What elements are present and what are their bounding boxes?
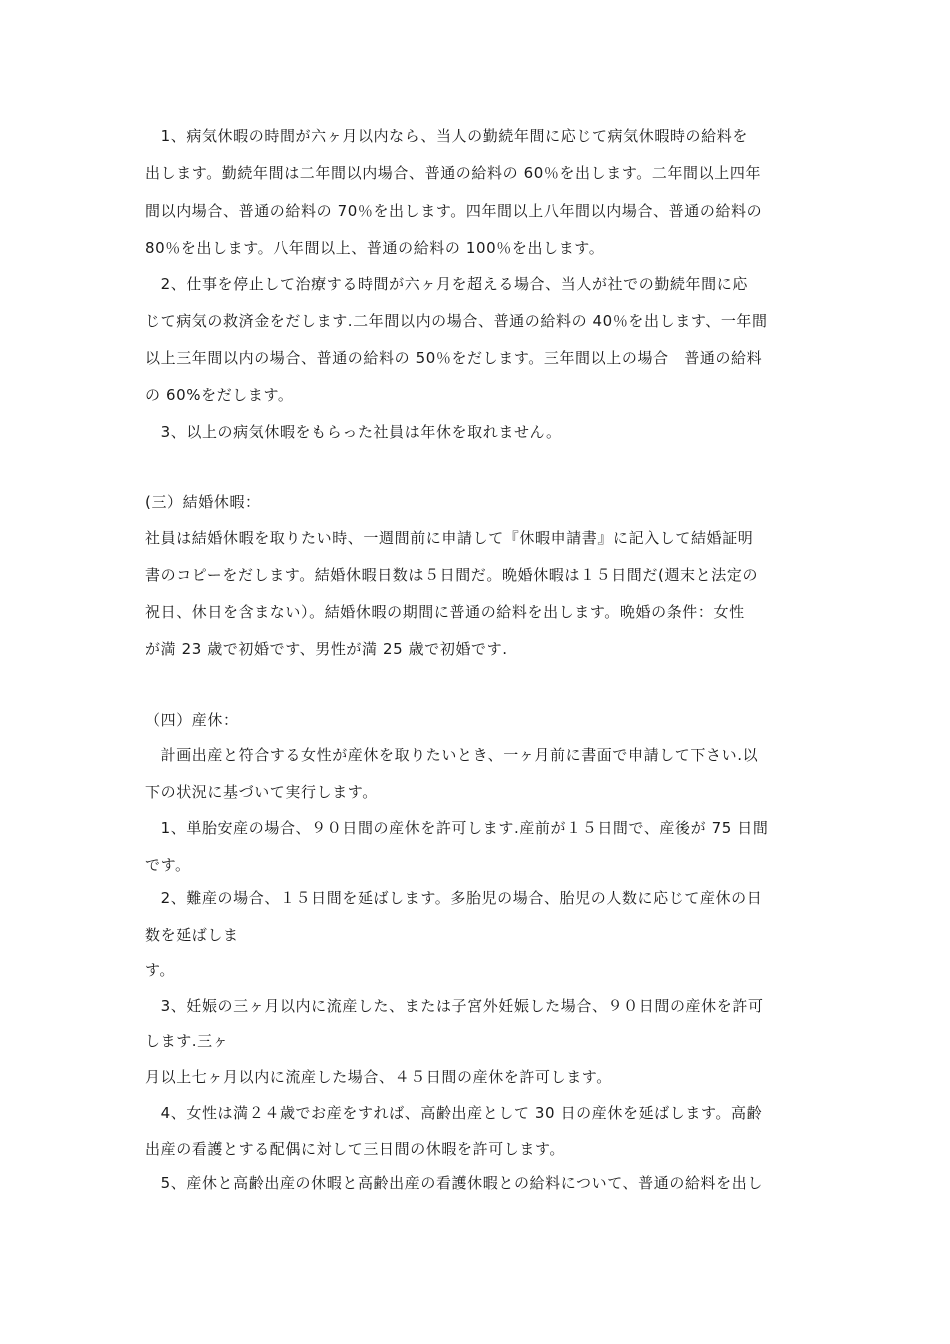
text-line: です。 (145, 856, 191, 874)
text-line: 計画出産と符合する女性が産休を取りたいとき、一ヶ月前に書面で申請して下さい.以 (145, 746, 759, 764)
text-line: が満 23 歳で初婚です、男性が満 25 歳で初婚です. (145, 640, 508, 658)
text-line: じて病気の救済金をだします.二年間以内の場合、普通の給料の 40％を出します、一年間 (145, 312, 768, 330)
text-line: します.三ヶ (145, 1032, 229, 1050)
text-line: 2、仕事を停止して治療する時間が六ヶ月を超える場合、当人が社での勤続年間に応 (145, 275, 748, 293)
text-line: 社員は結婚休暇を取りたい時、一週間前に申請して『休暇申請書』に記入して結婚証明 (145, 529, 754, 547)
text-line: 80％を出します。八年間以上、普通の給料の 100％を出します。 (145, 239, 605, 257)
text-line: の 60%をだします。 (145, 386, 294, 404)
text-line: 月以上七ヶ月以内に流産した場合、４５日間の産休を許可します。 (145, 1068, 612, 1086)
text-line: 1、病気休暇の時間が六ヶ月以内なら、当人の勤続年間に応じて病気休暇時の給料を (145, 127, 748, 145)
section-heading: (三）結婚休暇： (145, 493, 261, 511)
text-line: 下の状況に基づいて実行します。 (145, 783, 378, 801)
text-line: 1、単胎安産の場合、９０日間の産休を許可します.産前が１５日間で、産後が 75 日間 (145, 819, 769, 837)
text-line: 5、産休と高齢出産の休暇と高齢出産の看護休暇との給料について、普通の給料を出し (145, 1174, 763, 1192)
text-line: 以上三年間以内の場合、普通の給料の 50％をだします。三年間以上の場合 普通の給料 (145, 349, 763, 367)
text-line: 数を延ばしま (145, 926, 239, 944)
text-line: 3、妊娠の三ヶ月以内に流産した、または子宮外妊娠した場合、９０日間の産休を許可 (145, 997, 764, 1015)
text-line: 4、女性は満２４歳でお産をすれば、高齢出産として 30 日の産休を延ばします。高齢 (145, 1104, 763, 1122)
section-heading: （四）産休： (145, 711, 239, 729)
text-line: 2、難産の場合、１５日間を延ばします。多胎児の場合、胎児の人数に応じて産休の日 (145, 889, 763, 907)
text-line: 3、以上の病気休暇をもらった社員は年休を取れません。 (145, 423, 562, 441)
text-line: 間以内場合、普通の給料の 70％を出します。四年間以上八年間以内場合、普通の給料の (145, 202, 763, 220)
text-line: 祝日、休日を含まない）。結婚休暇の期間に普通の給料を出します。晩婚の条件：女性 (145, 603, 745, 621)
text-line: 書のコピーをだします。結婚休暇日数は５日間だ。晩婚休暇は１５日間だ(週末と法定の (145, 566, 759, 584)
text-line: す。 (145, 961, 176, 979)
text-line: 出します。勤続年間は二年間以内場合、普通の給料の 60％を出します。二年間以上四年 (145, 164, 762, 182)
text-line: 出産の看護とする配偶に対して三日間の休暇を許可します。 (145, 1140, 566, 1158)
